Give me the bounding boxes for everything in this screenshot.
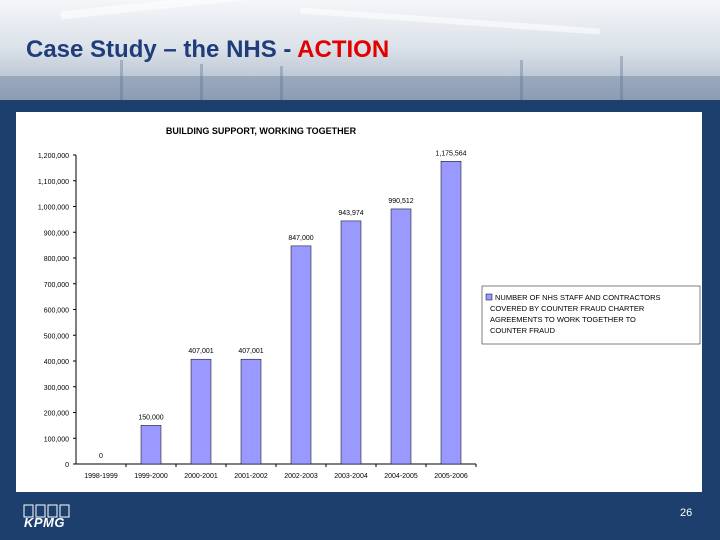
chart-title: BUILDING SUPPORT, WORKING TOGETHER (165, 126, 357, 136)
background-strut (200, 64, 203, 100)
y-tick-label: 1,000,000 (37, 204, 69, 212)
background-beam (300, 8, 600, 35)
data-label: 990,512 (388, 197, 414, 205)
data-label: 0 (99, 453, 103, 460)
bar-chart (16, 112, 702, 492)
legend-swatch (486, 294, 492, 300)
y-tick-label: 1,100,000 (37, 178, 69, 186)
background-beam (60, 0, 280, 19)
slide-title (26, 36, 389, 64)
data-label: 150,000 (138, 414, 164, 422)
chart-panel (16, 112, 702, 492)
x-tick-label: 2004-2005 (384, 473, 418, 480)
x-tick-label: 2001-2002 (234, 473, 268, 480)
bar (291, 246, 311, 464)
data-label: 847,000 (288, 234, 314, 242)
x-tick-label: 2005-2006 (434, 473, 468, 480)
slide-title-accent: ACTION (297, 36, 390, 63)
x-tick-label: 1999-2000 (134, 473, 168, 480)
bar (241, 359, 261, 464)
background-strut (520, 60, 523, 100)
slide-title-main: Case Study – the NHS - (26, 36, 298, 63)
y-tick-label: 500,000 (43, 333, 69, 341)
x-tick-label: 2002-2003 (284, 473, 318, 480)
data-label: 1,175,564 (435, 150, 467, 158)
data-label: 407,001 (188, 348, 214, 356)
x-tick-label: 1998-1999 (84, 473, 118, 480)
y-tick-label: 900,000 (43, 230, 69, 238)
y-tick-label: 400,000 (43, 359, 69, 366)
y-tick-label: 300,000 (43, 384, 69, 392)
y-tick-label: 600,000 (43, 307, 69, 315)
y-tick-label: 200,000 (43, 410, 69, 418)
bar (441, 161, 461, 464)
bar (391, 209, 411, 464)
bar (141, 425, 161, 464)
data-label: 943,974 (338, 209, 364, 217)
bar (191, 359, 211, 464)
page-number: 26 (680, 507, 693, 519)
background-strut (120, 60, 123, 100)
y-tick-label: 0 (65, 462, 69, 469)
y-tick-label: 1,200,000 (37, 153, 69, 160)
legend-label: NUMBER OF NHS STAFF AND CONTRACTORS COVERED BY COUNTER FRAUD CHARTER AGREEMENTS TO WORK TOGETHER TO COUNTER FRAUD (490, 293, 661, 335)
x-tick-label: 2003-2004 (334, 473, 368, 480)
background-strut (280, 66, 283, 100)
background-shade (0, 76, 720, 100)
y-tick-label: 700,000 (43, 281, 69, 289)
y-tick-label: 800,000 (43, 256, 69, 263)
x-tick-label: 2000-2001 (184, 473, 218, 480)
bar (341, 221, 361, 464)
kpmg-logo-text: KPMG (24, 515, 65, 530)
y-tick-label: 100,000 (43, 436, 69, 444)
background-strut (620, 56, 623, 100)
data-label: 407,001 (238, 348, 264, 356)
